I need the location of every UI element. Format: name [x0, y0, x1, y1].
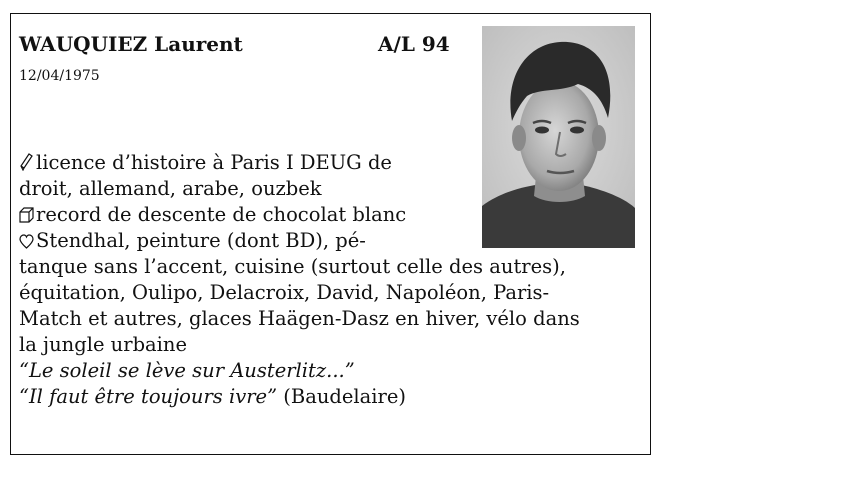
- birth-date: 12/04/1975: [19, 68, 100, 84]
- likes-text-3: équitation, Oulipo, Delacroix, David, Napoléon, Paris-: [19, 281, 550, 304]
- feat-line: [19, 202, 647, 228]
- likes-text-5: la jungle urbaine: [19, 333, 188, 356]
- likes-line-2: [19, 254, 647, 280]
- studies-text-2: droit, allemand, arabe, ouzbek: [19, 177, 322, 200]
- quote-2: “Il faut être toujours ivre”: [19, 385, 278, 408]
- likes-text-1: Stendhal, peinture (dont BD), pé-: [36, 229, 366, 252]
- likes-line-5: [19, 332, 647, 358]
- quote-line-2: [19, 384, 647, 410]
- likes-text-4: Match et autres, glaces Haägen-Dasz en hiver, vélo dans: [19, 307, 580, 330]
- likes-line-4: [19, 306, 647, 332]
- profile-card: [10, 13, 651, 455]
- feat-text: record de descente de chocolat blanc: [36, 203, 407, 226]
- studies-line: [19, 150, 647, 176]
- pencil-icon: [19, 152, 36, 178]
- studies-line-2: [19, 176, 647, 202]
- likes-text-2: tanque sans l’accent, cuisine (surtout celle des autres),: [19, 255, 566, 278]
- student-name: WAUQUIEZ Laurent: [19, 32, 243, 56]
- quote-1: “Le soleil se lève sur Austerlitz...”: [19, 359, 355, 382]
- likes-line: [19, 228, 647, 254]
- promotion-label: A/L 94: [378, 32, 450, 56]
- heart-icon: [19, 230, 36, 256]
- profile-text: [19, 150, 647, 410]
- quote-2-author: (Baudelaire): [283, 385, 406, 408]
- likes-line-3: [19, 280, 647, 306]
- cube-icon: [19, 204, 36, 230]
- quote-line-1: [19, 358, 647, 384]
- studies-text-1: licence d’histoire à Paris I DEUG de: [36, 151, 392, 174]
